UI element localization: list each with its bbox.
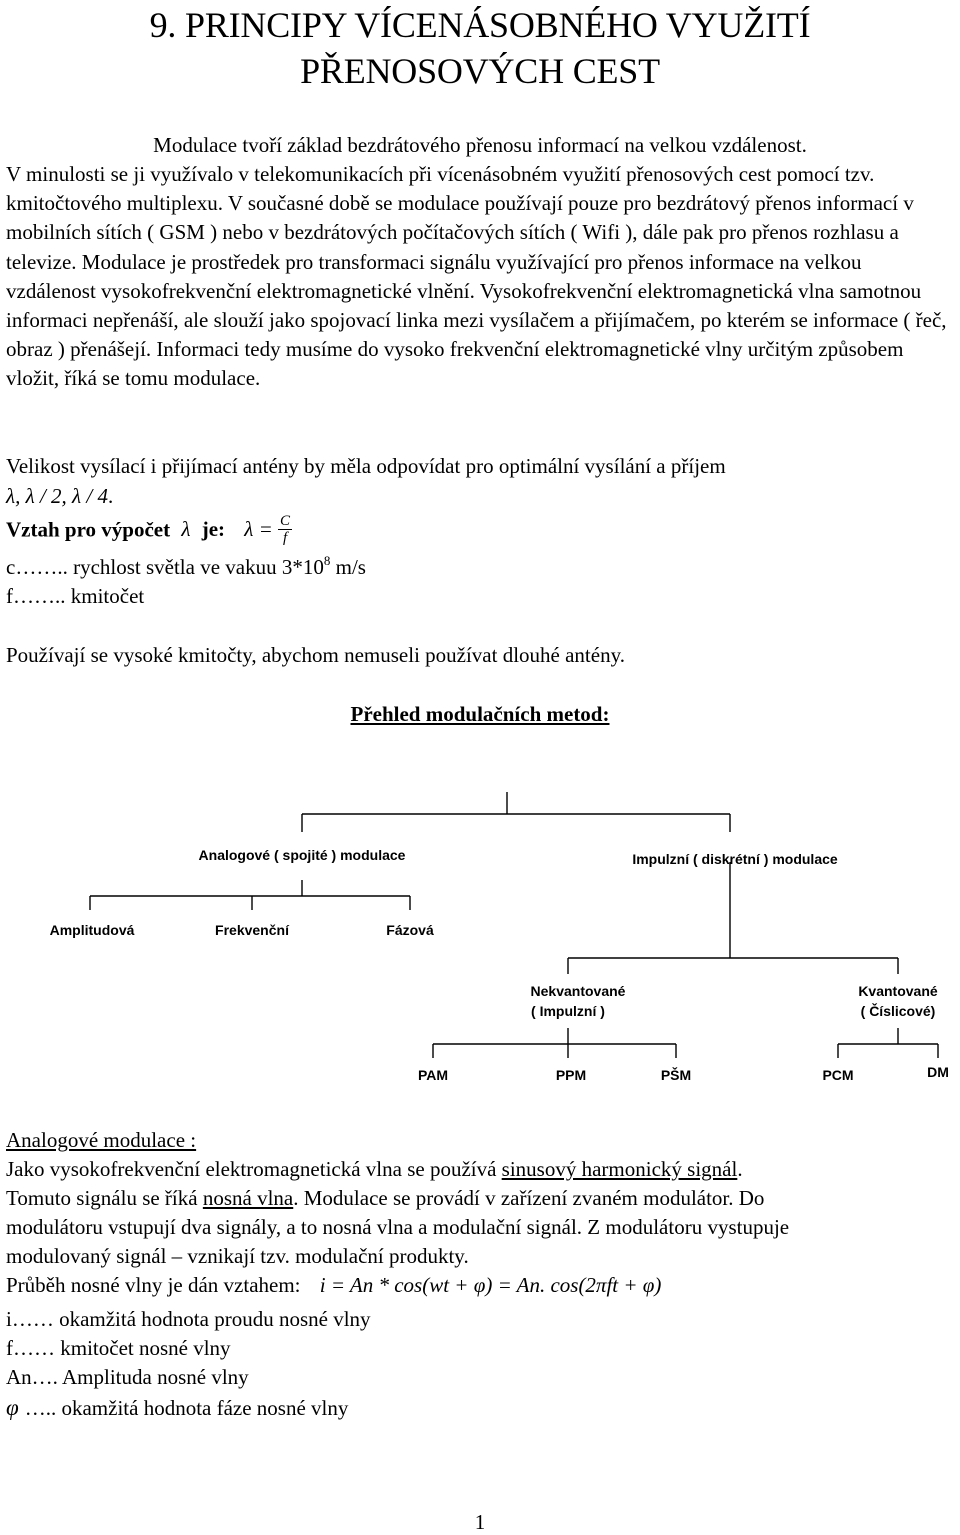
intro-paragraph: V minulosti se ji využívalo v telekomunikacích při vícenásobném využití přenosových cest pomocí tzv. kmitočtového multiplexu. V současné době se modulace používají pouze pro bezdrátový přenos informací v mobilních sítích ( GSM ) nebo v bezdrátových počítačových sítích ( Wifi ), dále pak pro přenos rozhlasu a televize. Modulace je prostředek pro transformaci signálu využívající pro přenos informace na velkou vzdálenost vysokofrekvenční elektromagnetické vlnění. Vysokofrekvenční elektromagnetická vlna samotnou informaci nepřenáší, ale slouží jako spojovací linka mezi vysílačem a přijímačem, po kterém se informace ( řeč, obraz ) přenášejí. Informaci tedy musíme do vysoko frekvenční elektromagnetické vlny určitým způsobem vložit, říká se tomu modulace. <box>6 162 947 391</box>
definition-c <box>6 553 366 584</box>
phi-symbol: φ <box>6 1395 19 1420</box>
formula-lambda: λ <box>181 517 191 542</box>
high-frequency-note: Používají se vysoké kmitočty, abychom nemuseli používat dlouhé antény. <box>6 643 625 667</box>
formula-numerator: C <box>280 513 291 529</box>
tree-node-quantized-line1: Kvantované <box>858 983 938 999</box>
modulation-tree-diagram <box>0 780 960 1100</box>
definition-phi-text: ….. okamžitá hodnota fáze nosné vlny <box>24 1396 349 1420</box>
carrier-equation: i = An * cos(wt + φ) = An. cos(2πft + φ) <box>319 1273 662 1297</box>
tree-node-pam: PAM <box>417 1067 449 1083</box>
carrier-wave-term: nosná vlna <box>202 1186 294 1210</box>
definition-c-exponent: 8 <box>323 553 331 568</box>
lambda-period: . <box>107 484 114 508</box>
intro-first-line: Modulace tvoří základ bezdrátového přenosu informací na velkou vzdálenost. <box>153 133 807 157</box>
lambda-values: λ, λ / 2, λ / 4 <box>6 484 108 508</box>
tree-node-frequency: Frekvenční <box>215 922 289 938</box>
tree-node-pulse: Impulzní ( diskrétní ) modulace <box>632 851 838 867</box>
formula-line <box>6 515 292 548</box>
analog-line-2 <box>6 1184 764 1213</box>
tree-node-unquantized-line2: ( Impulzní ) <box>531 1003 605 1019</box>
antenna-lambdas <box>6 482 113 511</box>
definition-f-carrier: f…… kmitočet nosné vlny <box>6 1336 231 1360</box>
analog-line-3: modulátoru vstupují dva signály, a to nosná vlna a modulační signál. Z modulátoru vystupuje <box>6 1215 790 1239</box>
definition-phi <box>6 1393 348 1423</box>
page-number: 1 <box>474 1510 486 1534</box>
title-line-1: 9. PRINCIPY VÍCENÁSOBNÉHO VYUŽITÍ <box>149 5 811 45</box>
formula-denominator: f <box>282 530 288 546</box>
analog-line-4: modulovaný signál – vznikají tzv. modulační produkty. <box>6 1244 469 1268</box>
tree-node-ppm: PPM <box>555 1067 587 1083</box>
definition-i: i…… okamžitá hodnota proudu nosné vlny <box>6 1307 371 1331</box>
definition-c-text: c…….. rychlost světla ve vakuu 3*10 <box>6 555 324 579</box>
analog-line-1 <box>6 1155 743 1184</box>
overview-heading: Přehled modulačních metod: <box>350 702 610 726</box>
tree-node-unquantized-line1: Nekvantované <box>530 983 626 999</box>
tree-node-amplitude: Amplitudová <box>49 922 135 938</box>
formula-lhs: λ = <box>244 517 273 542</box>
tree-node-phase: Fázová <box>386 922 434 938</box>
tree-node-pcm: PCM <box>822 1067 854 1083</box>
tree-node-dm: DM <box>927 1064 949 1080</box>
definition-c-unit: m/s <box>335 555 366 579</box>
antenna-text: Velikost vysílací i přijímací antény by měla odpovídat pro optimální vysílání a příjem <box>6 454 726 478</box>
title-line-2: PŘENOSOVÝCH CEST <box>300 51 660 91</box>
formula-colon: je: <box>201 517 226 542</box>
analog-line-2-text: Tomuto signálu se říká <box>6 1186 203 1210</box>
analog-line-2-end: . Modulace se provádí v zařízení zvaném modulátor. Do <box>293 1186 765 1210</box>
sinusoidal-signal-term: sinusový harmonický signál <box>501 1157 738 1181</box>
analog-line-5 <box>6 1271 661 1300</box>
analog-line-1-text: Jako vysokofrekvenční elektromagnetická vlna se používá <box>6 1157 502 1181</box>
definition-an: An…. Amplituda nosné vlny <box>6 1365 249 1389</box>
analog-heading: Analogové modulace : <box>6 1128 197 1152</box>
formula-fraction <box>278 513 292 546</box>
formula-label: Vztah pro výpočet <box>6 517 171 542</box>
tree-node-quantized-line2: ( Číslicové) <box>860 1003 936 1019</box>
definition-f: f…….. kmitočet <box>6 584 145 608</box>
tree-node-psm: PŠM <box>660 1067 692 1083</box>
analog-line-1-end: . <box>737 1157 743 1181</box>
tree-node-analog: Analogové ( spojité ) modulace <box>198 847 406 863</box>
carrier-equation-label: Průběh nosné vlny je dán vztahem: <box>6 1273 301 1297</box>
